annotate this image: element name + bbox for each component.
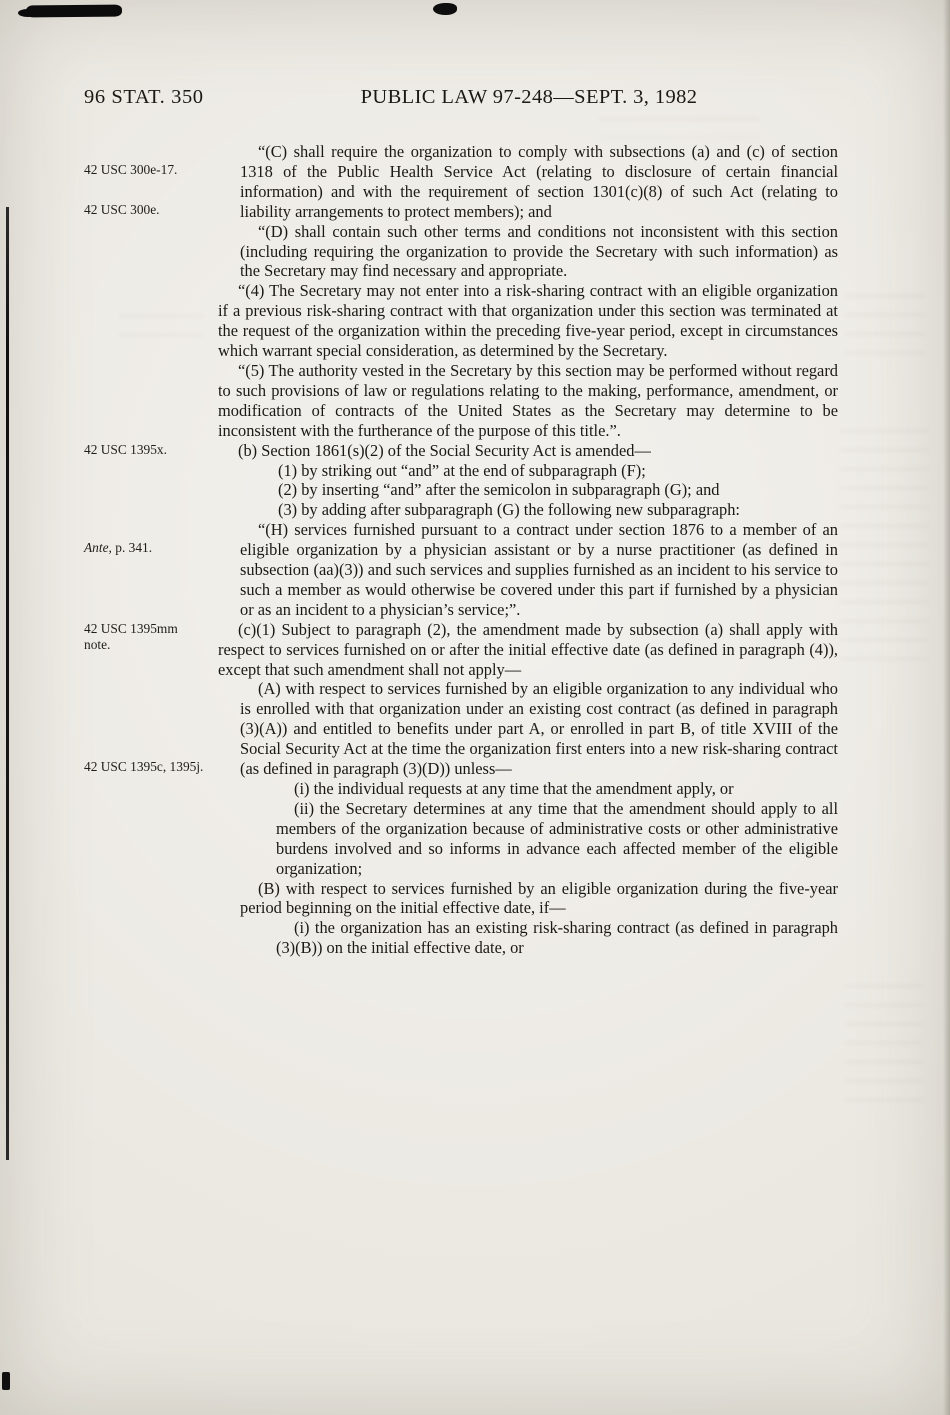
paragraph-text: “(H) services furnished pursuant to a contract under section 1876 to a member of an eligible organization by a physician assistant or by a nurse practitioner (as defined in subsection (aa)(3)) and such services and supplies furnished as an incident to his service to such a member as would otherwise be covered under this part if furnished by a physician or as an incident to a physician’s service;”. [240, 520, 838, 619]
paragraph-text: “(D) shall contain such other terms and conditions not inconsistent with this section (including requiring the organization to provide the Secretary with such information) as the Secretary may find necessary and appropriate. [240, 221, 838, 281]
paragraph-b-clause-1 [258, 461, 838, 481]
paragraph-c1-subpara-B [240, 879, 838, 919]
paragraph-text: (1) by striking out “and” at the end of subparagraph (F); [278, 460, 646, 480]
paragraph-text: (B) with respect to services furnished by an eligible organization during the five-year period beginning on the initial effective date, if— [240, 878, 838, 918]
paragraph-4 [218, 281, 838, 361]
paragraph-text: (2) by inserting “and” after the semicolon in subparagraph (G); and [278, 480, 720, 500]
paragraph-B-item-i [276, 918, 838, 958]
paragraph-text: (i) the organization has an existing risk-sharing contract (as defined in paragraph (3)(B)) on the initial effective date, or [276, 918, 838, 958]
margin-note-42usc1395mm-note: 42 USC 1395mm note. [84, 620, 178, 652]
paragraph-text: (b) Section 1861(s)(2) of the Social Security Act is amended— [238, 440, 651, 460]
paragraph-subsec-b [84, 440, 838, 461]
bleed-through-artifact [120, 315, 202, 349]
paragraph-text: (i) the individual requests at any time that the amendment apply, or [294, 779, 734, 798]
scan-mark-artifact [433, 3, 457, 15]
bleed-through-artifact [600, 118, 760, 138]
paragraph-text: “(5) The authority vested in the Secretary by this section may be performed without regard to such provisions of law or regulations relating to the making, performance, amendment, or modification of contracts of the United States as the Secretary may determine to be inconsistent with the furtherance of the purpose of this title.”. [218, 360, 838, 440]
page-edge-shadow [943, 0, 950, 1415]
paragraph-subsec-H [84, 520, 838, 620]
paragraph-text: “(4) The Secretary may not enter into a risk-sharing contract with an eligible organization if a previous risk-sharing contract with that organization under this section was terminated at the request of the organization within the preceding five-year period, except in circumstances which warrant special consideration, as determined by the Secretary. [218, 281, 838, 361]
bleed-through-artifact [845, 295, 925, 367]
document-body [84, 142, 838, 958]
paragraph-text: (ii) the Secretary determines at any time that the amendment should apply to all members of the organization because of administrative costs or other administrative burdens involved and so informs in advance each affected member of the eligible organization; [276, 798, 838, 878]
margin-note-42usc1395c-1395j: 42 USC 1395c, 1395j. [84, 759, 204, 775]
paragraph-text: “(C) shall require the organization to comply with subsections (a) and (c) of section 1318 of the Public Health Service Act (relating to disclosure of certain financial information) and with the requirement of section 1301(c)(8) of such Act (relating to liability arrangements to protect members); and [240, 142, 838, 221]
paragraph-b-clause-3 [258, 500, 838, 520]
paragraph-c1-subpara-A [84, 679, 838, 779]
margin-note-42usc300e-17: 42 USC 300e-17. [84, 162, 178, 177]
ante-citation-italic: Ante, [84, 540, 112, 556]
paragraph-b-clause-2 [258, 480, 838, 500]
paragraph-text: (A) with respect to services furnished by an eligible organization to any individual who is enrolled with that organization under an existing cost contract (as defined in paragraph (3)(A)) and entitled to benefits under part A, or enrolled in part B, of title XVIII of the Social Security Act at the time the organization first enters into a new risk-sharing contract (as defined in paragraph (3)(D)) unless— [240, 679, 838, 779]
paragraph-text: (3) by adding after subparagraph (G) the following new subparagraph: [278, 500, 740, 520]
paragraph-subsec-C [84, 142, 838, 222]
bleed-through-artifact [840, 430, 928, 665]
paragraph-text: (c)(1) Subject to paragraph (2), the amendment made by subsection (a) shall apply with respect to services furnished on or after the initial effective date (as defined in paragraph (4)), except that such amendment shall not apply— [218, 619, 838, 679]
ante-citation-page: p. 341. [115, 540, 153, 556]
paragraph-A-item-ii [276, 799, 838, 879]
margin-note-42usc1395x: 42 USC 1395x. [84, 441, 167, 457]
bleed-through-artifact [845, 985, 923, 1110]
law-title: PUBLIC LAW 97-248—SEPT. 3, 1982 [360, 86, 698, 108]
paragraph-subsec-c1 [84, 619, 838, 680]
stat-page-number: 96 STAT. 350 [84, 86, 204, 108]
margin-note-ante-p341 [84, 540, 206, 556]
scan-mark-artifact [2, 1372, 10, 1390]
paragraph-5 [218, 361, 838, 441]
scan-smudge-artifact [18, 9, 38, 17]
paragraph-A-item-i [276, 779, 838, 799]
scan-edge-line-artifact [6, 207, 9, 1160]
scan-smudge-artifact [26, 4, 122, 17]
margin-note-42usc300e: 42 USC 300e. [84, 202, 160, 217]
paragraph-subsec-D [240, 222, 838, 282]
